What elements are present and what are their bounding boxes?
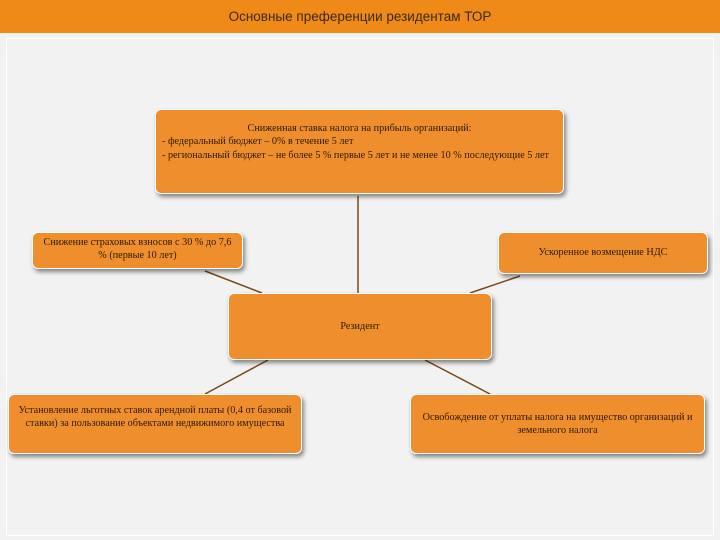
connector-bottom-left (205, 360, 268, 394)
node-vat-refund-text: Ускоренное возмещение НДС (538, 247, 668, 259)
node-property-tax-exemption-text: Освобождение от уплаты налога на имущество организаций и земельного налога (422, 412, 693, 437)
connector-right (470, 276, 520, 293)
connector-bottom-right (425, 360, 490, 394)
node-resident-text: Резидент (340, 320, 380, 332)
node-vat-refund (498, 232, 708, 274)
node-profit-tax-title: Сниженная ставка налога на прибыль организаций: (247, 123, 472, 134)
node-insurance-contributions-text: Снижение страховых взносов с 30 % до 7,6 % (первые 10 лет) (43, 237, 232, 262)
node-resident (228, 293, 492, 360)
node-rent-rates (8, 394, 302, 454)
page-title: Основные преференции резидентам ТОР (228, 9, 492, 24)
node-rent-rates-text: Установление льготных ставок арендной платы (0,4 от базовой ставки) за пользование объектами недвижимого имущества (18, 405, 292, 430)
node-profit-tax-federal: - федеральный бюджет – 0% в течение 5 лет (162, 136, 354, 148)
node-profit-tax-regional: - региональный бюджет – не более 5 % первые 5 лет и не менее 10 % последующие 5 лет (162, 149, 549, 161)
connector-left (205, 271, 262, 293)
node-profit-tax (155, 109, 564, 194)
node-insurance-contributions (32, 232, 243, 269)
node-property-tax-exemption (410, 394, 705, 454)
